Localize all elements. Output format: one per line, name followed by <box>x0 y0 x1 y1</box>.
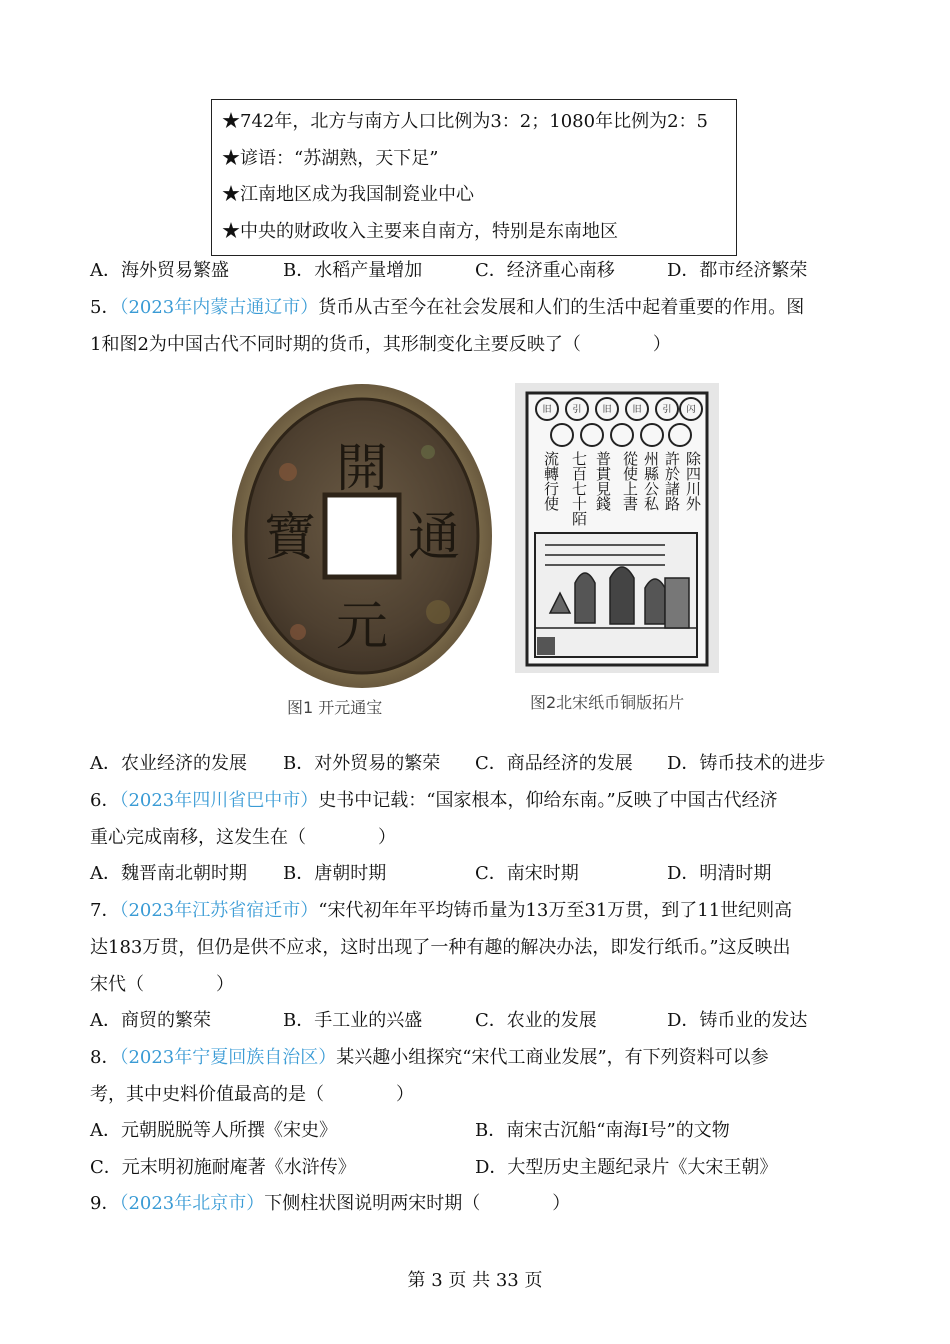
q9-source: （2023年北京市） <box>119 1193 265 1214</box>
q8-option-c: C．元末明初施耐庵著《水浒传》 <box>90 1157 356 1178</box>
q6-option-c: C．南宋时期 <box>475 863 579 884</box>
coin-char-right: 通 <box>407 508 461 568</box>
q8-number: 8． <box>90 1047 120 1068</box>
note-column-5: 普貫見錢 <box>594 451 612 511</box>
q6-option-b: B．唐朝时期 <box>283 863 387 884</box>
kaiyuan-coin-image <box>228 382 496 694</box>
q9-stem-line-1 <box>90 1192 570 1216</box>
material-line-1: ★742年，北方与南方人口比例为3：2；1080年比例为2：5 <box>222 111 708 132</box>
q7-option-a: A．商贸的繁荣 <box>90 1010 211 1031</box>
q6-stem-line-1 <box>90 789 778 813</box>
q7-stem-line-2: 达183万贯，但仍是供不应求，这时出现了一种有趣的解决办法，即发行纸币。”这反映出 <box>90 937 791 958</box>
q8-stem-line-1 <box>90 1046 769 1070</box>
note-motif-4: 旧 <box>632 405 642 415</box>
q9-number: 9． <box>90 1193 120 1214</box>
song-banknote-rubbing-image <box>515 383 719 673</box>
note-column-4: 從使上書 <box>621 451 639 511</box>
q5-text-1: 货币从古至今在社会发展和人们的生活中起着重要的作用。图 <box>318 297 805 318</box>
q5-stem-line-1 <box>90 296 804 320</box>
q8-option-a: A．元朝脱脱等人所撰《宋史》 <box>90 1120 337 1141</box>
coin-char-top: 開 <box>335 439 389 499</box>
q7-option-d: D．铸币业的发达 <box>667 1010 808 1031</box>
q5-number: 5． <box>90 297 120 318</box>
material-box <box>211 99 737 256</box>
note-motif-3: 旧 <box>602 405 612 415</box>
note-motif-6: 闪 <box>686 405 696 415</box>
q5-option-c: C．商品经济的发展 <box>475 753 633 774</box>
q5-stem-line-2: 1和图2为中国古代不同时期的货币，其形制变化主要反映了（ ） <box>90 334 671 355</box>
q7-text-1: “宋代初年年平均铸币量为13万至31万贯，到了11世纪则高 <box>318 900 793 921</box>
note-column-2: 許於諸路 <box>663 451 681 511</box>
q8-text-1: 某兴趣小组探究“宋代工商业发展”，有下列资料可以参 <box>336 1047 769 1068</box>
page-footer: 第 3 页 共 33 页 <box>407 1270 543 1291</box>
note-motif-5: 引 <box>662 405 672 415</box>
q7-source: （2023年江苏省宿迁市） <box>119 900 319 921</box>
q6-number: 6． <box>90 790 120 811</box>
q6-text-1: 史书中记载：“国家根本，仰给东南。”反映了中国古代经济 <box>318 790 778 811</box>
q8-source: （2023年宁夏回族自治区） <box>119 1047 337 1068</box>
q6-option-d: D．明清时期 <box>667 863 772 884</box>
q6-option-a: A．魏晋南北朝时期 <box>90 863 247 884</box>
q9-text-1: 下侧柱状图说明两宋时期（ ） <box>264 1193 571 1214</box>
material-line-3: ★江南地区成为我国制瓷业中心 <box>222 184 474 205</box>
material-line-4: ★中央的财政收入主要来自南方，特别是东南地区 <box>222 220 618 242</box>
note-motif-2: 引 <box>572 405 582 415</box>
note-motif-1: 旧 <box>542 405 552 415</box>
q5-option-a: A．农业经济的发展 <box>90 753 247 774</box>
figure-2-caption: 图2北宋纸币铜版拓片 <box>530 693 685 712</box>
q8-option-d: D．大型历史主题纪录片《大宋王朝》 <box>475 1157 778 1178</box>
coin-char-bottom: 元 <box>335 597 389 657</box>
q6-source: （2023年四川省巴中市） <box>119 790 319 811</box>
note-column-3: 州縣公私 <box>642 451 660 511</box>
note-column-7: 流轉行使 <box>542 451 560 511</box>
q6-stem-line-2: 重心完成南移，这发生在（ ） <box>90 827 396 848</box>
q8-option-b: B．南宋古沉船“南海Ⅰ号”的文物 <box>475 1120 730 1141</box>
q5-option-b: B．对外贸易的繁荣 <box>283 753 441 774</box>
q8-stem-line-2: 考，其中史料价值最高的是（ ） <box>90 1084 414 1105</box>
q7-stem-line-1 <box>90 899 792 923</box>
q4-option-d: D．都市经济繁荣 <box>667 260 808 281</box>
q5-source: （2023年内蒙古通辽市） <box>119 297 319 318</box>
coin-char-left: 寶 <box>263 508 317 568</box>
note-column-6: 七百七十陌 <box>570 451 588 526</box>
figure-1-caption: 图1 开元通宝 <box>287 698 383 717</box>
q5-option-d: D．铸币技术的进步 <box>667 753 826 774</box>
material-line-2: ★谚语：“苏湖熟，天下足” <box>222 147 439 169</box>
q7-option-c: C．农业的发展 <box>475 1010 597 1031</box>
q4-option-b: B．水稻产量增加 <box>283 260 423 281</box>
q7-number: 7． <box>90 900 120 921</box>
q4-option-c: C．经济重心南移 <box>475 260 615 281</box>
note-column-1: 除四川外 <box>684 451 702 511</box>
q4-option-a: A．海外贸易繁盛 <box>90 260 229 281</box>
q7-stem-line-3: 宋代（ ） <box>90 974 234 995</box>
q7-option-b: B．手工业的兴盛 <box>283 1010 423 1031</box>
